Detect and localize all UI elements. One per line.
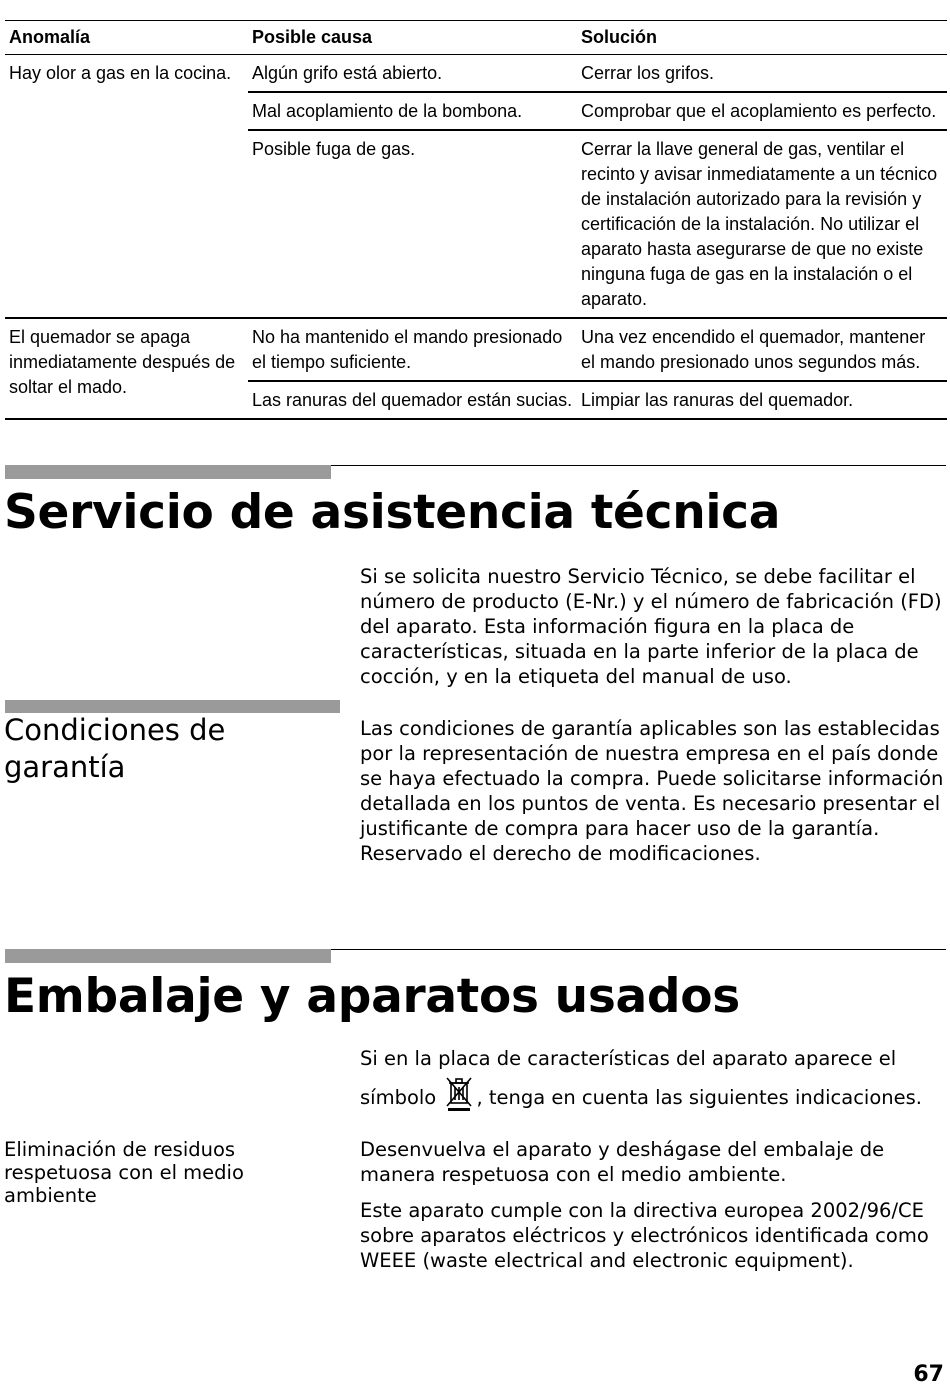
cause-cell: Las ranuras del quemador están sucias. — [252, 390, 573, 410]
section-divider-line — [331, 949, 946, 950]
section-divider-bar — [5, 949, 331, 963]
table-row — [248, 55, 947, 91]
header-anomalia: Anomalía — [9, 27, 91, 47]
intro-after-icon: , tenga en cuenta las siguientes indicaciones. — [476, 1086, 922, 1109]
section-title-embalaje: Embalaje y aparatos usados — [4, 969, 740, 1024]
cause-cell: Mal acoplamiento de la bombona. — [252, 101, 523, 121]
table-group-burner-off — [5, 319, 947, 420]
table-group-gas-smell — [5, 55, 947, 319]
table-header — [5, 20, 947, 55]
table-row — [248, 91, 947, 129]
solution-cell: Comprobar que el acoplamiento es perfecto. — [581, 101, 937, 121]
cause-cell: Posible fuga de gas. — [252, 139, 416, 159]
embalaje-paragraph-2: Este aparato cumple con la directiva europea 2002/96/CE sobre aparatos eléctricos y electrónicos identificada como WEEE (waste electrical and electronic equipment). — [360, 1199, 929, 1272]
embalaje-intro-line2 — [360, 1076, 946, 1126]
table-row — [248, 380, 947, 418]
embalaje-paragraph-1: Desenvuelva el aparato y deshágase del embalaje de manera respetuosa con el medio ambiente. — [360, 1138, 885, 1186]
side-label-eliminacion: Eliminación de residuos respetuosa con el medio ambiente — [4, 1138, 244, 1207]
anomaly-cell: Hay olor a gas en la cocina. — [9, 63, 232, 83]
table-row — [248, 319, 947, 380]
page-number: 67 — [913, 1362, 944, 1387]
solution-cell: Una vez encendido el quemador, mantener el mando presionado unos segundos más. — [581, 327, 926, 372]
embalaje-intro-line1: Si en la placa de características del aparato aparece el — [360, 1047, 897, 1070]
section-title-servicio: Servicio de asistencia técnica — [4, 485, 781, 540]
solution-cell: Cerrar los grifos. — [581, 63, 715, 83]
header-posible-causa: Posible causa — [252, 27, 373, 47]
troubleshooting-table — [5, 20, 947, 420]
cause-cell: Algún grifo está abierto. — [252, 63, 443, 83]
cause-cell: No ha mantenido el mando presionado el tiempo suficiente. — [252, 327, 563, 372]
section-divider-bar — [5, 465, 331, 479]
anomaly-cell: El quemador se apaga inmediatamente después de soltar el mado. — [9, 327, 236, 397]
solution-cell: Limpiar las ranuras del quemador. — [581, 390, 854, 410]
section-divider-line — [331, 465, 946, 466]
header-solucion: Solución — [581, 27, 657, 47]
servicio-intro: Si se solicita nuestro Servicio Técnico, se debe facilitar el número de producto (E-Nr.) y el número de fabricación (FD) del aparato. Esta información figura en la placa de características, situada en la parte inferior de la placa de cocción, y en la etiqueta del manual de uso. — [360, 565, 942, 688]
table-row — [248, 129, 947, 317]
subsection-title-garantia: Condiciones de garantía — [4, 713, 226, 784]
garantia-text: Las condiciones de garantía aplicables son las establecidas por la representación de nuestra empresa en el país donde se haya efectuado la compra. Puede solicitarse información detallada en los puntos de venta. Es necesario presentar el justificante de compra para hacer uso de la garantía. Reservado el derecho de modificaciones. — [360, 717, 944, 865]
solution-cell: Cerrar la llave general de gas, ventilar el recinto y avisar inmediatamente a un técnico de instalación autorizado para la revisión y certificación de la instalación. No utilizar el aparato hasta asegurarse de que no existe ninguna fuga de gas en la instalación o el aparato. — [581, 139, 938, 309]
crossed-out-wheelie-bin-icon — [444, 1076, 474, 1126]
intro-before-icon: símbolo — [360, 1086, 437, 1109]
